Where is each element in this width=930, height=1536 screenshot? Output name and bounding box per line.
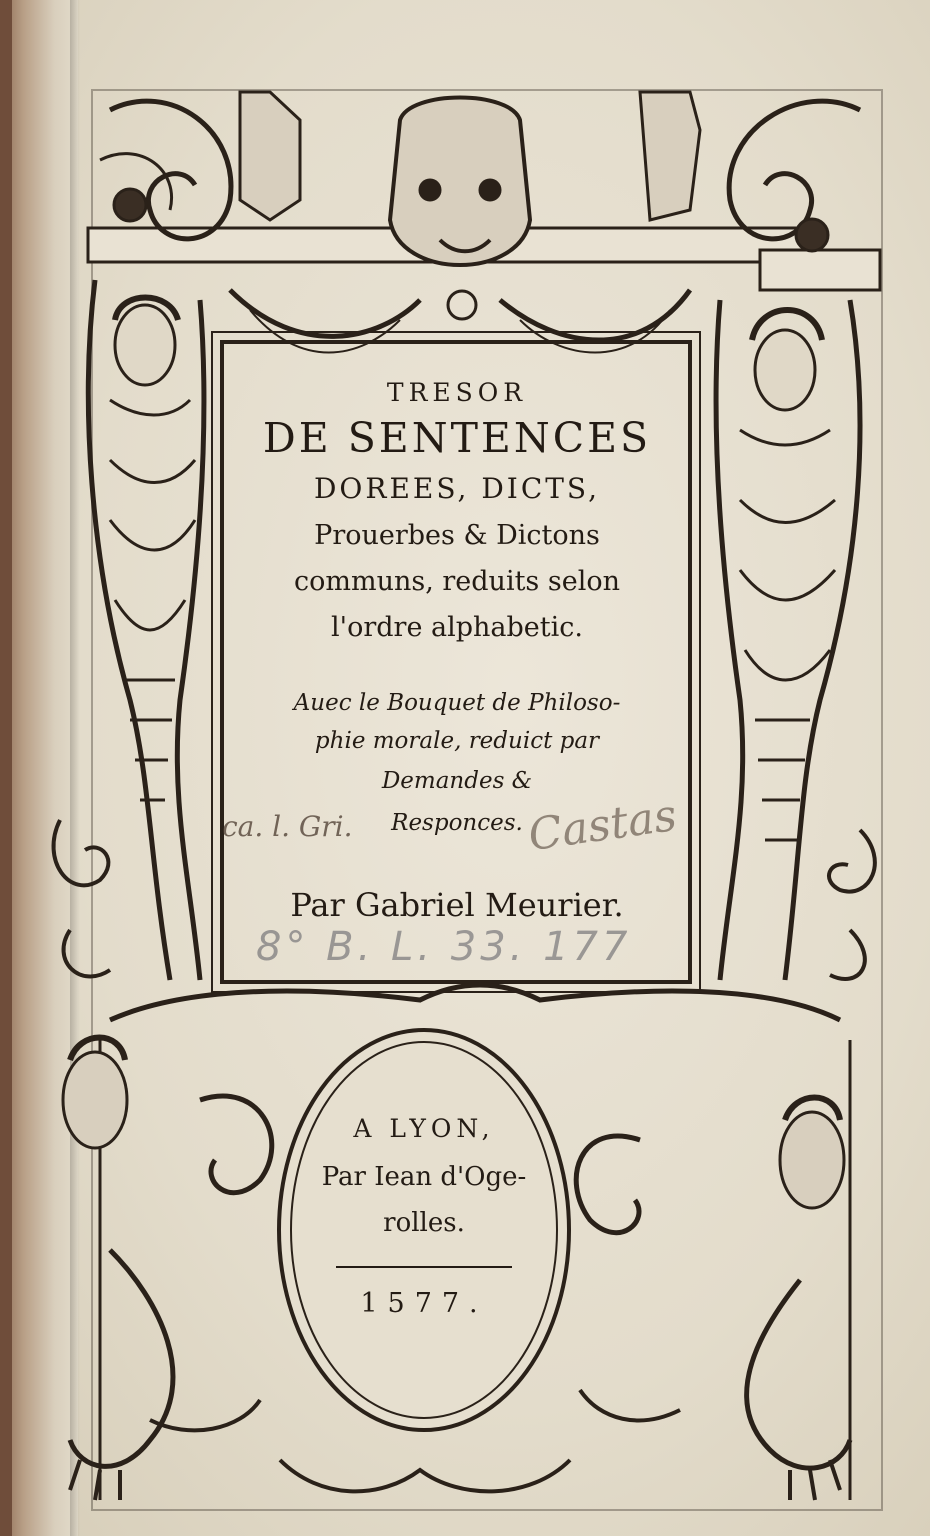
title-block	[232, 378, 682, 968]
handwritten-inscription-left: ca. l. Gri.	[222, 810, 353, 843]
imprint-rule	[336, 1266, 512, 1268]
imprint-year: 1577.	[360, 1288, 488, 1319]
title-line-tresor: TRESOR	[386, 378, 528, 407]
imprint-place: A LYON,	[353, 1114, 495, 1143]
subtitle-line-4: Responces.	[391, 810, 523, 836]
title-line-communs: communs, reduits selon	[294, 566, 620, 597]
title-line-ordre: l'ordre alphabetic.	[331, 612, 583, 643]
library-shelfmark-stamp: 8° B. L. 33. 177	[256, 924, 632, 970]
title-line-de-sentences: DE SENTENCES	[262, 414, 652, 462]
title-line-dorees: DOREES, DICTS,	[313, 472, 601, 505]
handwritten-inscription-right: Castas	[525, 789, 680, 862]
imprint-printer-line-2: rolles.	[383, 1208, 465, 1238]
author-line: Par Gabriel Meurier.	[290, 886, 624, 924]
subtitle-line-3: Demandes &	[381, 768, 533, 794]
title-line-prouerbes: Prouerbes & Dictons	[314, 520, 600, 551]
imprint-printer-line-1: Par Iean d'Oge-	[321, 1162, 527, 1192]
subtitle-line-2: phie morale, reduict par	[314, 728, 600, 754]
subtitle-line-1: Auec le Bouquet de Philoso-	[293, 690, 621, 716]
